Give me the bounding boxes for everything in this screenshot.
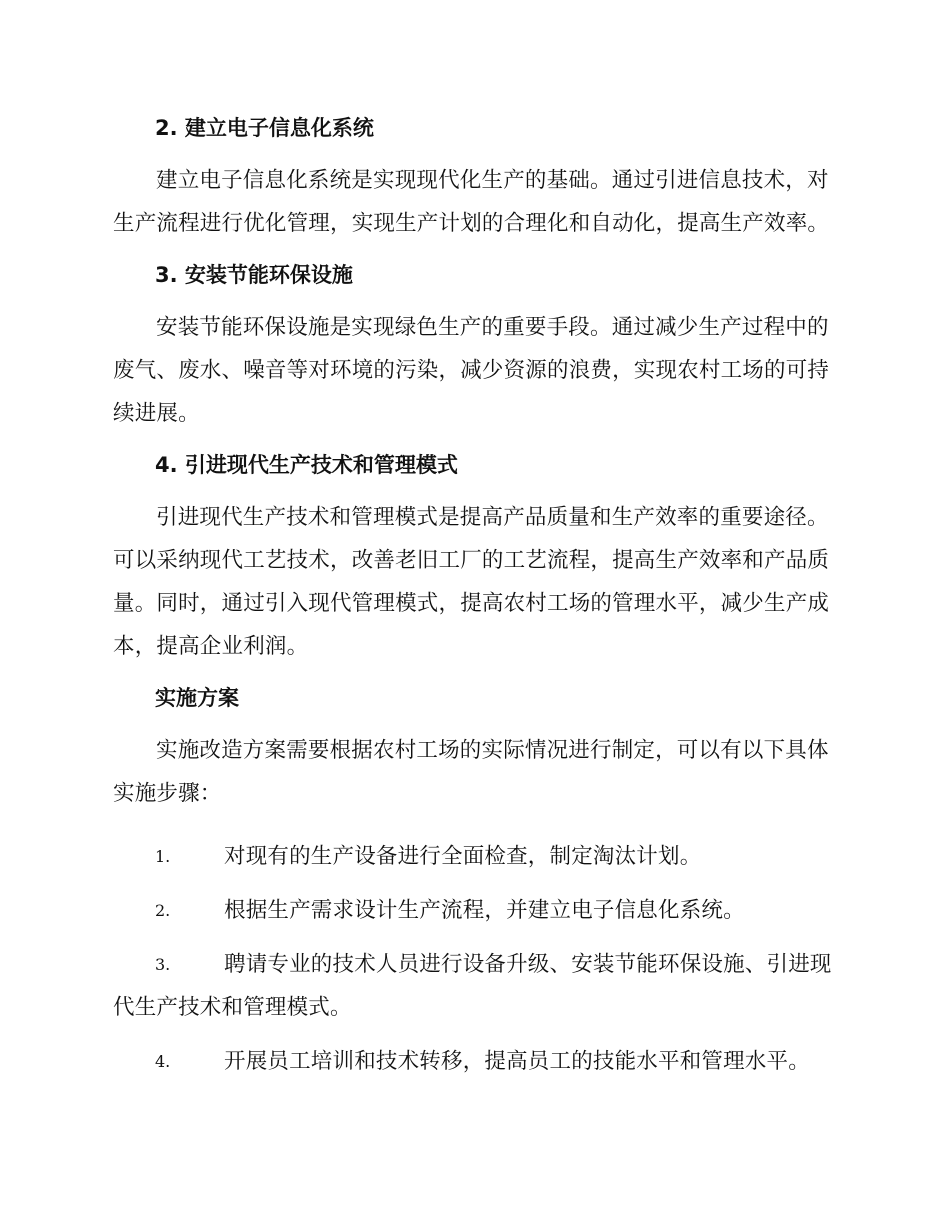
list-item-number: 3. [155, 955, 171, 974]
list-item-text: 聘请专业的技术人员进行设备升级、安装节能环保设施、引进现代生产技术和管理模式。 [113, 952, 832, 1020]
list-item [113, 835, 833, 878]
section-heading: 实施方案 [155, 686, 239, 710]
list-item-number: 1. [155, 847, 171, 866]
section-heading: 4. 引进现代生产技术和管理模式 [155, 453, 458, 477]
section-heading: 3. 安装节能环保设施 [155, 263, 353, 287]
list-item-number: 2. [155, 901, 171, 920]
list-item [113, 889, 833, 932]
section-paragraph: 实施改造方案需要根据农村工场的实际情况进行制定，可以有以下具体实施步骤： [113, 738, 829, 806]
list-item-text: 根据生产需求设计生产流程，并建立电子信息化系统。 [224, 898, 745, 923]
list-item [113, 1040, 833, 1083]
section-heading: 2. 建立电子信息化系统 [155, 116, 374, 140]
section-paragraph: 安装节能环保设施是实现绿色生产的重要手段。通过减少生产过程中的废气、废水、噪音等对环境的污染，减少资源的浪费，实现农村工场的可持续进展。 [113, 315, 830, 426]
section-paragraph: 引进现代生产技术和管理模式是提高产品质量和生产效率的重要途径。可以采纳现代工艺技术，改善老旧工厂的工艺流程，提高生产效率和产品质量。同时，通过引入现代管理模式，提高农村工场的管理水平，减少生产成本，提高企业利润。 [113, 505, 830, 659]
list-item-number: 4. [155, 1052, 171, 1071]
list-item-text: 开展员工培训和技术转移，提高员工的技能水平和管理水平。 [224, 1049, 810, 1074]
document-page [113, 108, 833, 1083]
list-item-text: 对现有的生产设备进行全面检查，制定淘汰计划。 [224, 844, 702, 869]
list-item [113, 943, 833, 1029]
section-paragraph: 建立电子信息化系统是实现现代化生产的基础。通过引进信息技术，对生产流程进行优化管理，实现生产计划的合理化和自动化，提高生产效率。 [113, 168, 830, 236]
